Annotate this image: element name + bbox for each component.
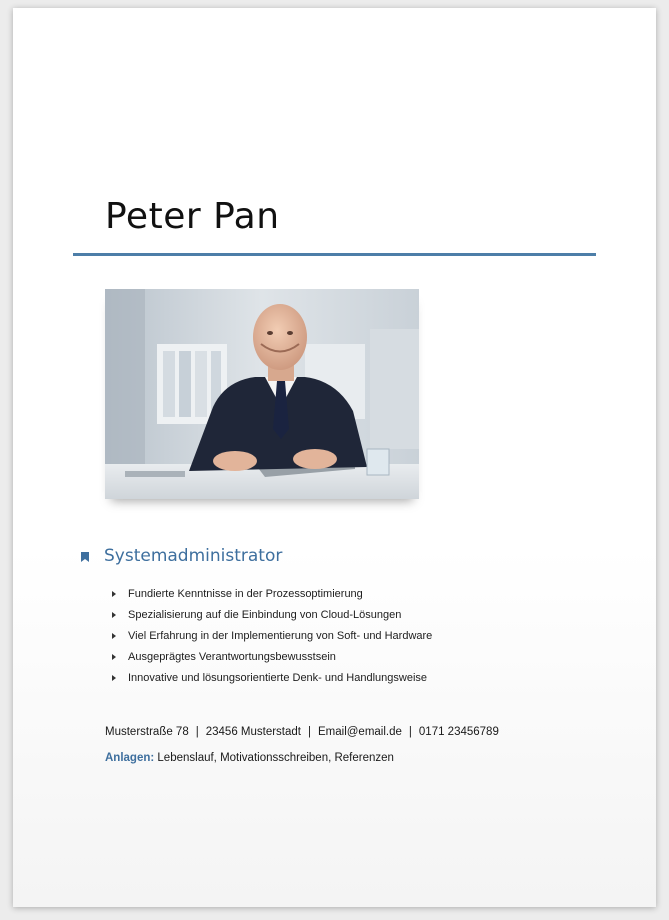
list-item-text: Ausgeprägtes Verantwortungsbewusstsein [128,651,336,663]
cover-page [13,8,656,907]
photo-illustration [105,289,419,499]
contact-phone: 0171 23456789 [418,726,499,738]
list-item [109,628,432,649]
contact-line [105,726,499,738]
profile-title: Systemadministrator [104,546,283,566]
contact-separator: | [408,726,412,738]
list-item-text: Spezialisierung auf die Einbindung von Cloud-Lösungen [128,609,402,621]
list-item-text: Innovative und lösungsorientierte Denk- und Handlungsweise [128,672,428,684]
list-item-text: Viel Erfahrung in der Implementierung von Soft- und Hardware [128,630,433,642]
contact-street: Musterstraße 78 [105,726,189,738]
bookmark-icon [81,552,89,562]
contact-city: 23456 Musterstadt [205,726,301,738]
list-item [109,649,432,670]
triangle-right-icon [112,633,116,639]
contact-separator: | [308,726,311,738]
attachments-line [105,752,394,764]
attachments-label: Anlagen: [105,752,155,764]
contact-email[interactable]: Email@email.de [318,726,402,738]
applicant-photo [105,289,419,499]
list-item [109,607,432,628]
list-item-text: Fundierte Kenntnisse in der Prozessoptimierung [128,588,363,600]
skills-list [109,586,432,691]
list-item [109,586,432,607]
attachments-value: Lebenslauf, Motivationsschreiben, Referenzen [157,752,394,764]
triangle-right-icon [112,654,116,660]
list-item [109,670,432,691]
triangle-right-icon [112,591,116,597]
triangle-right-icon [112,612,116,618]
title-divider [73,253,596,256]
triangle-right-icon [112,675,116,681]
applicant-name: Peter Pan [105,196,280,237]
contact-separator: | [195,726,199,738]
